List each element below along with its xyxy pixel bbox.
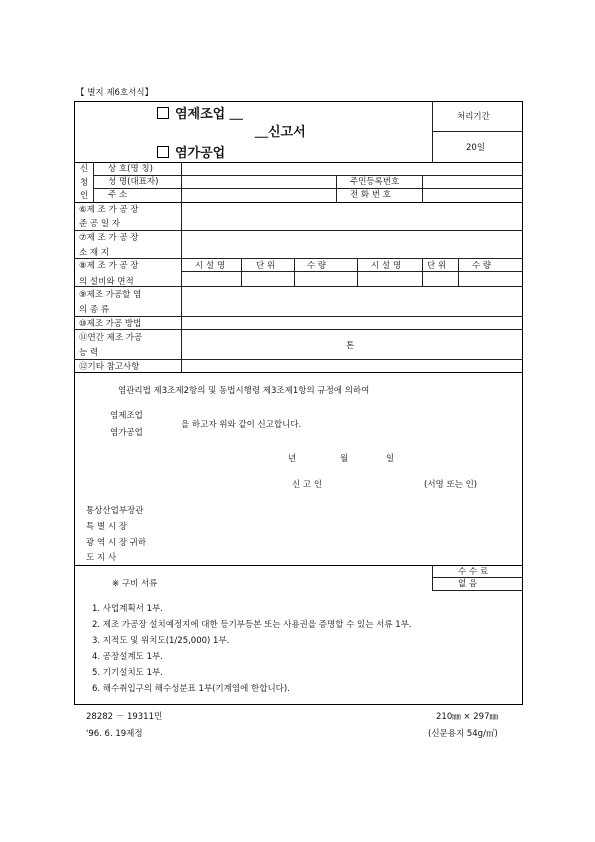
checkbox-icon[interactable] — [157, 146, 169, 158]
declaration-basis: 염관리법 제3조제2항의 및 동법시행령 제3조제1항의 규정에 의하여 — [118, 386, 370, 396]
address-label: 주 소 — [108, 190, 128, 200]
salt-type-label-2: 의 종 류 — [79, 305, 110, 315]
location-label-2: 소 재 지 — [79, 248, 110, 258]
facility-col-unit-2: 단 위 — [427, 261, 447, 271]
documents-title: ※ 구비 서류 — [112, 579, 158, 589]
facilities-label-2: 의 설비와 면적 — [79, 277, 134, 287]
facility-col-name-2: 시 설 명 — [371, 261, 402, 271]
completion-label-1: ⑥제 조 가 공 장 — [79, 205, 139, 215]
form-number-label: 【 별지 제6호서식】 — [76, 88, 154, 98]
title-option-1-label: 염제조업 — [175, 107, 226, 122]
representative-label: 성 명(대표자) — [108, 177, 159, 187]
title-blank: ＿ — [229, 107, 243, 122]
signature-note: (서명 또는 인) — [424, 480, 478, 490]
completion-label-2: 준 공 일 자 — [79, 219, 120, 229]
applicant-side-1: 신 — [80, 164, 89, 174]
title-suffix: ＿신고서 — [255, 125, 306, 140]
recipient-3: 광 역 시 장 귀하 — [86, 538, 147, 548]
label-divider — [181, 162, 182, 202]
row-line — [74, 359, 523, 360]
processing-header: 처리기간 — [457, 112, 490, 122]
title-option-2-label: 염가공업 — [175, 146, 226, 161]
declaration-type-2: 염가공업 — [110, 428, 143, 438]
mid-divider — [336, 175, 337, 202]
field-label-divider — [181, 202, 182, 372]
document-item-4: 4. 공장설계도 1부. — [92, 652, 163, 662]
checkbox-icon[interactable] — [157, 107, 169, 119]
other-label: ⑫기타 참고사항 — [79, 362, 140, 372]
frame-left — [74, 101, 75, 704]
title-option-1[interactable] — [157, 107, 243, 122]
facility-col — [294, 258, 295, 286]
recipient-1: 통상산업부장관 — [86, 506, 144, 516]
fee-mid-line — [432, 577, 522, 578]
facilities-label-1: ⑧제 조 가 공 장 — [79, 261, 139, 271]
date-day: 일 — [386, 454, 395, 464]
fee-bottom-line — [432, 590, 522, 591]
row-line — [93, 188, 522, 189]
row-line — [74, 329, 523, 330]
facility-header-line — [181, 271, 522, 272]
document-item-6: 6. 해수취입구의 해수성분표 1부(기계염에 한합니다). — [92, 684, 290, 694]
capacity-unit: 톤 — [346, 341, 355, 351]
facility-col-qty-1: 수 량 — [307, 261, 327, 271]
frame-top — [74, 101, 523, 102]
title-option-2[interactable] — [157, 146, 225, 161]
applicant-top-line — [74, 162, 523, 163]
document-item-1: 1. 사업계획서 1부. — [92, 604, 163, 614]
date-year: 년 — [288, 454, 297, 464]
resident-number-label: 주민등록번호 — [350, 177, 400, 187]
row-line — [74, 316, 523, 317]
facility-col — [422, 258, 423, 286]
footer-date: '96. 6. 19제정 — [86, 729, 143, 739]
side-divider — [93, 162, 94, 202]
date-month: 월 — [340, 454, 349, 464]
applicant-sign-label: 신 고 인 — [292, 480, 323, 490]
capacity-label-1: ⑪연간 제조 가공 — [79, 333, 143, 343]
frame-right — [522, 101, 523, 704]
row-line — [74, 372, 523, 373]
applicant-side-3: 인 — [80, 191, 89, 201]
footer-paper: (신문용지 54g/㎡) — [428, 729, 498, 739]
processing-value: 20일 — [466, 143, 486, 153]
document-item-5: 5. 기기설치도 1부. — [92, 668, 163, 678]
row-line — [74, 286, 523, 287]
capacity-label-2: 능 력 — [79, 348, 99, 358]
recipient-4: 도 지 사 — [86, 553, 117, 563]
row-line — [74, 202, 523, 203]
method-label: ⑩제조 가공 방법 — [79, 319, 142, 329]
facility-col — [458, 258, 459, 286]
row-line — [74, 565, 523, 566]
salt-type-label-1: ⑨제조 가공할 염 — [79, 290, 142, 300]
declaration-type-1: 염제조업 — [110, 411, 143, 421]
facility-col-qty-2: 수 량 — [472, 261, 492, 271]
phone-label: 전 화 번 호 — [350, 190, 391, 200]
row-line — [74, 258, 523, 259]
facility-col — [357, 258, 358, 286]
facility-col-name-1: 시 설 명 — [195, 261, 226, 271]
document-item-3: 3. 지적도 및 위치도(1/25,000) 1부. — [92, 636, 230, 646]
row-line — [74, 230, 523, 231]
footer-size: 210㎜ × 297㎜ — [436, 712, 498, 722]
location-label-1: ⑦제 조 가 공 장 — [79, 233, 139, 243]
declaration-statement: 을 하고자 위와 같이 신고합니다. — [181, 420, 302, 430]
facility-col — [241, 258, 242, 286]
trade-name-label: 상 호(명 칭) — [108, 164, 153, 174]
facility-col-unit-1: 단 위 — [256, 261, 276, 271]
fee-value: 없 음 — [458, 579, 478, 589]
document-item-2: 2. 제조 가공장 설치예정지에 대한 등기부등본 또는 사용권을 증명할 수 있는 서류 1부. — [92, 620, 412, 630]
recipient-2: 특 별 시 장 — [86, 522, 127, 532]
processing-mid-line — [432, 131, 522, 132]
applicant-side-2: 청 — [80, 178, 89, 188]
mid-divider — [422, 175, 423, 202]
row-line — [93, 175, 522, 176]
fee-header: 수 수 료 — [458, 567, 489, 577]
footer-code: 28282 － 19311민 — [86, 712, 163, 722]
frame-bottom — [74, 704, 523, 705]
